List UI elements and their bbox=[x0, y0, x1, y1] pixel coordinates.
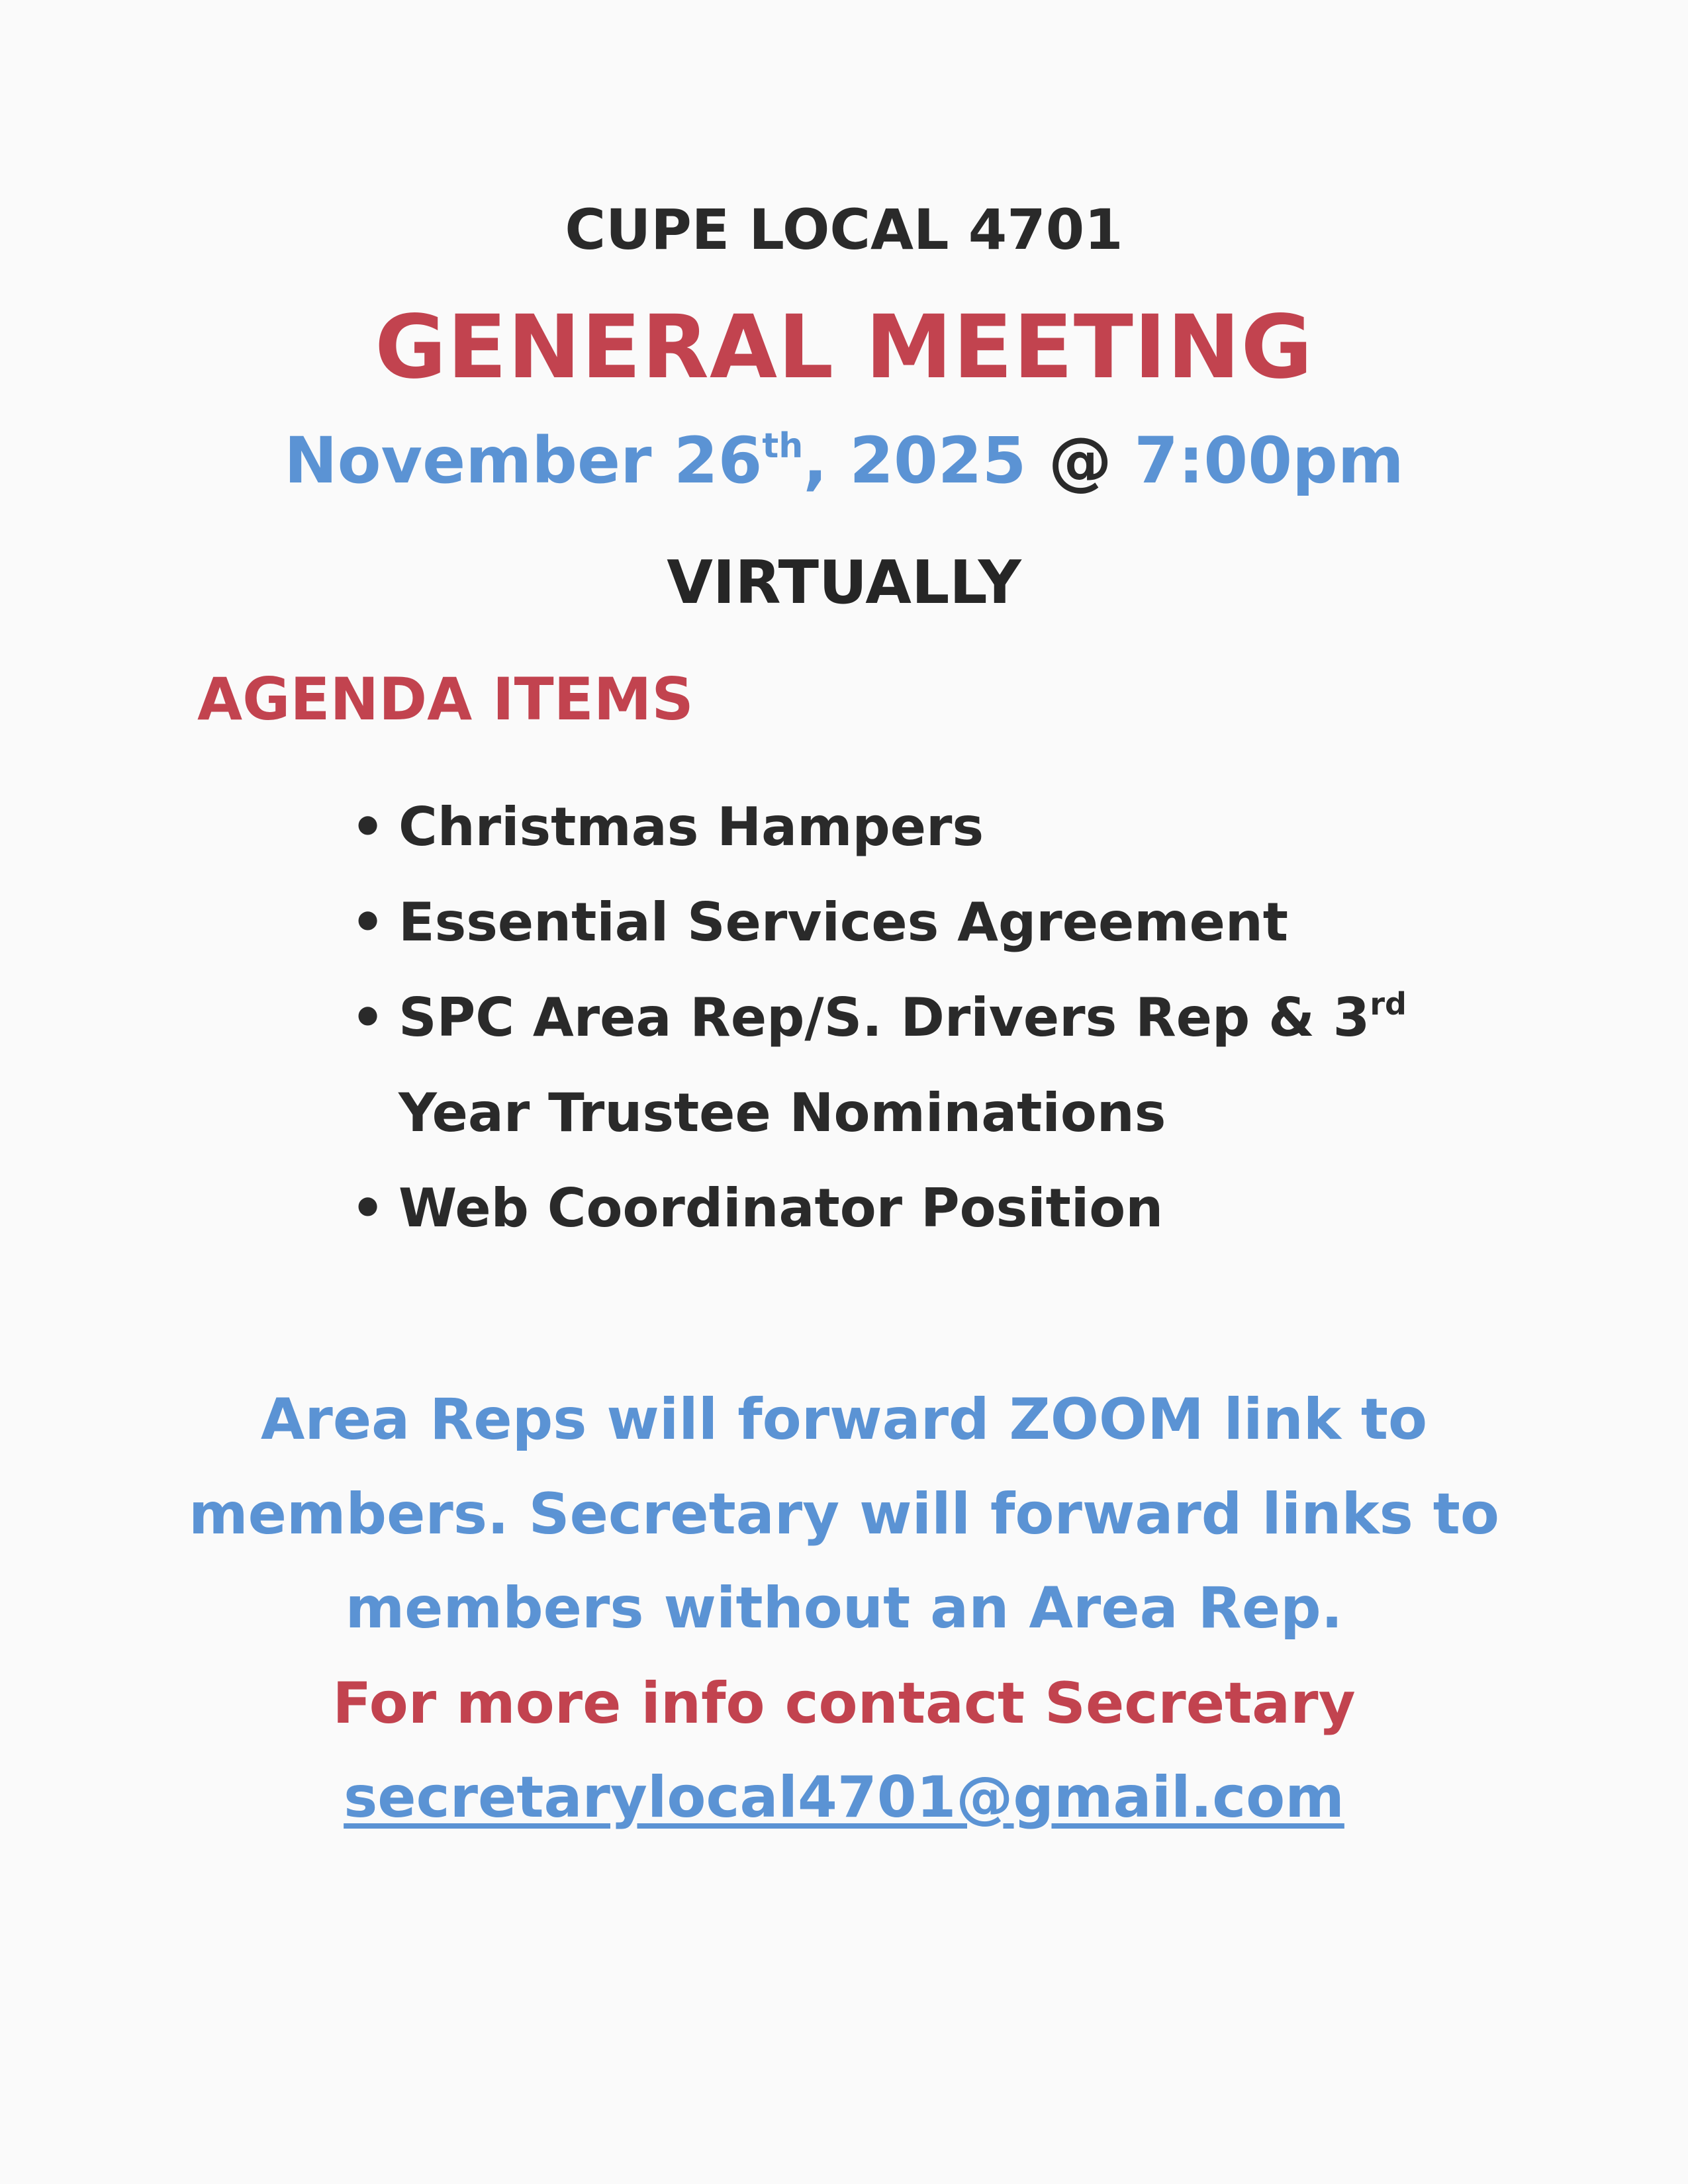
agenda-item-text: Web Coordinator Position bbox=[399, 1177, 1164, 1239]
meeting-venue: VIRTUALLY bbox=[667, 548, 1021, 617]
agenda-item bbox=[351, 875, 1407, 970]
date-year: , 2025 bbox=[803, 424, 1027, 498]
agenda-heading: AGENDA ITEMS bbox=[197, 665, 694, 733]
date-time: 7:00pm bbox=[1134, 424, 1404, 498]
agenda-item-superscript: rd bbox=[1370, 986, 1407, 1022]
agenda-item-continuation bbox=[351, 1066, 1407, 1161]
zoom-info-line-2: members. Secretary will forward links to bbox=[188, 1481, 1499, 1547]
contact-line: For more info contact Secretary bbox=[332, 1670, 1356, 1737]
agenda-item bbox=[351, 780, 1407, 875]
meeting-title: GENERAL MEETING bbox=[375, 296, 1313, 398]
agenda-item bbox=[351, 1161, 1407, 1256]
organization-name: CUPE LOCAL 4701 bbox=[565, 197, 1123, 262]
bullet-icon: • bbox=[351, 987, 385, 1048]
bullet-icon: • bbox=[351, 1177, 385, 1239]
date-at-sign: @ bbox=[1026, 424, 1135, 498]
agenda-item-text: Year Trustee Nominations bbox=[399, 1082, 1166, 1144]
meeting-date bbox=[0, 424, 1688, 498]
date-day-suffix: th bbox=[762, 426, 804, 466]
agenda-item-text: Essential Services Agreement bbox=[399, 891, 1289, 953]
date-day: November 26 bbox=[284, 424, 763, 498]
secretary-email-link[interactable]: secretarylocal4701@gmail.com bbox=[344, 1764, 1344, 1831]
agenda-list bbox=[351, 780, 1407, 1256]
agenda-item-text: Christmas Hampers bbox=[399, 796, 984, 858]
bullet-icon: • bbox=[351, 891, 385, 953]
zoom-info-line-1: Area Reps will forward ZOOM link to bbox=[260, 1387, 1428, 1453]
agenda-item-text: SPC Area Rep/S. Drivers Rep & 3 bbox=[399, 987, 1370, 1048]
bullet-icon: • bbox=[351, 796, 385, 858]
zoom-info-line-3: members without an Area Rep. bbox=[345, 1575, 1343, 1641]
agenda-item bbox=[351, 970, 1407, 1066]
